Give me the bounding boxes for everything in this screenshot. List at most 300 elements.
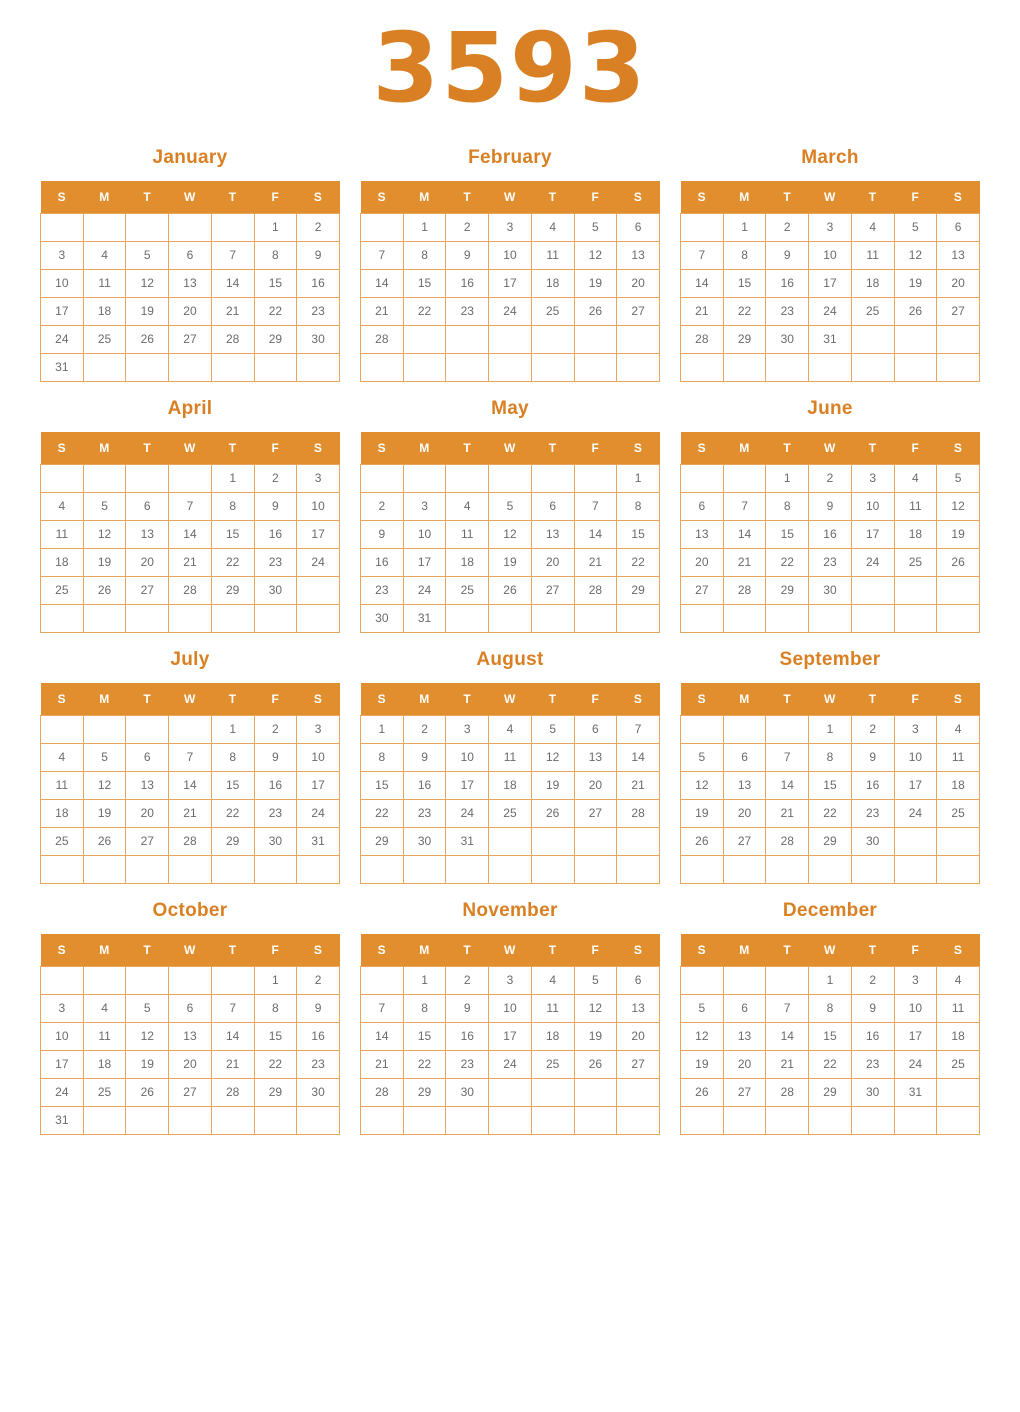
day-cell[interactable]: 26: [83, 576, 126, 604]
day-cell[interactable]: 8: [723, 241, 766, 269]
day-cell[interactable]: 21: [361, 1050, 404, 1078]
day-cell[interactable]: 25: [937, 1050, 980, 1078]
day-cell[interactable]: 2: [446, 213, 489, 241]
day-cell[interactable]: 9: [809, 492, 852, 520]
day-cell[interactable]: 9: [766, 241, 809, 269]
day-cell[interactable]: 4: [937, 966, 980, 994]
day-cell[interactable]: 5: [681, 994, 724, 1022]
day-cell[interactable]: 10: [489, 994, 532, 1022]
day-cell[interactable]: 10: [403, 520, 446, 548]
day-cell[interactable]: 11: [894, 492, 937, 520]
day-cell[interactable]: 6: [126, 492, 169, 520]
day-cell[interactable]: 15: [403, 1022, 446, 1050]
day-cell[interactable]: 17: [809, 269, 852, 297]
day-cell[interactable]: 14: [169, 520, 212, 548]
day-cell[interactable]: 21: [617, 771, 660, 799]
day-cell[interactable]: 18: [41, 799, 84, 827]
day-cell[interactable]: 3: [894, 715, 937, 743]
day-cell[interactable]: 1: [254, 213, 297, 241]
day-cell[interactable]: 29: [809, 1078, 852, 1106]
day-cell[interactable]: 30: [766, 325, 809, 353]
day-cell[interactable]: 15: [211, 771, 254, 799]
day-cell[interactable]: 16: [254, 520, 297, 548]
day-cell[interactable]: 25: [531, 1050, 574, 1078]
day-cell[interactable]: 21: [766, 1050, 809, 1078]
day-cell[interactable]: 9: [403, 743, 446, 771]
day-cell[interactable]: 16: [297, 269, 340, 297]
day-cell[interactable]: 24: [894, 799, 937, 827]
day-cell[interactable]: 27: [937, 297, 980, 325]
day-cell[interactable]: 19: [574, 1022, 617, 1050]
day-cell[interactable]: 10: [297, 492, 340, 520]
day-cell[interactable]: 4: [531, 213, 574, 241]
day-cell[interactable]: 5: [83, 492, 126, 520]
day-cell[interactable]: 7: [169, 492, 212, 520]
day-cell[interactable]: 1: [254, 966, 297, 994]
day-cell[interactable]: 22: [617, 548, 660, 576]
day-cell[interactable]: 23: [851, 799, 894, 827]
day-cell[interactable]: 29: [617, 576, 660, 604]
day-cell[interactable]: 30: [851, 827, 894, 855]
day-cell[interactable]: 22: [809, 1050, 852, 1078]
day-cell[interactable]: 24: [41, 1078, 84, 1106]
day-cell[interactable]: 18: [531, 269, 574, 297]
day-cell[interactable]: 5: [489, 492, 532, 520]
day-cell[interactable]: 12: [126, 1022, 169, 1050]
day-cell[interactable]: 7: [361, 241, 404, 269]
day-cell[interactable]: 8: [211, 492, 254, 520]
day-cell[interactable]: 24: [297, 548, 340, 576]
day-cell[interactable]: 19: [937, 520, 980, 548]
day-cell[interactable]: 10: [894, 994, 937, 1022]
day-cell[interactable]: 2: [809, 464, 852, 492]
day-cell[interactable]: 29: [254, 1078, 297, 1106]
day-cell[interactable]: 15: [211, 520, 254, 548]
day-cell[interactable]: 21: [574, 548, 617, 576]
day-cell[interactable]: 11: [41, 771, 84, 799]
day-cell[interactable]: 6: [937, 213, 980, 241]
day-cell[interactable]: 15: [766, 520, 809, 548]
day-cell[interactable]: 6: [617, 213, 660, 241]
day-cell[interactable]: 24: [403, 576, 446, 604]
day-cell[interactable]: 21: [766, 799, 809, 827]
day-cell[interactable]: 29: [809, 827, 852, 855]
day-cell[interactable]: 14: [211, 1022, 254, 1050]
day-cell[interactable]: 22: [211, 799, 254, 827]
day-cell[interactable]: 3: [489, 213, 532, 241]
day-cell[interactable]: 4: [83, 241, 126, 269]
day-cell[interactable]: 26: [574, 297, 617, 325]
day-cell[interactable]: 8: [403, 994, 446, 1022]
day-cell[interactable]: 3: [41, 994, 84, 1022]
day-cell[interactable]: 3: [894, 966, 937, 994]
day-cell[interactable]: 5: [574, 213, 617, 241]
day-cell[interactable]: 24: [297, 799, 340, 827]
day-cell[interactable]: 16: [766, 269, 809, 297]
day-cell[interactable]: 11: [851, 241, 894, 269]
day-cell[interactable]: 5: [83, 743, 126, 771]
day-cell[interactable]: 12: [574, 994, 617, 1022]
day-cell[interactable]: 4: [937, 715, 980, 743]
day-cell[interactable]: 4: [41, 743, 84, 771]
day-cell[interactable]: 18: [83, 297, 126, 325]
day-cell[interactable]: 22: [211, 548, 254, 576]
day-cell[interactable]: 8: [617, 492, 660, 520]
day-cell[interactable]: 8: [254, 994, 297, 1022]
day-cell[interactable]: 25: [41, 576, 84, 604]
day-cell[interactable]: 20: [169, 1050, 212, 1078]
day-cell[interactable]: 20: [617, 269, 660, 297]
day-cell[interactable]: 7: [766, 743, 809, 771]
day-cell[interactable]: 6: [723, 743, 766, 771]
day-cell[interactable]: 9: [446, 994, 489, 1022]
day-cell[interactable]: 11: [83, 1022, 126, 1050]
day-cell[interactable]: 9: [254, 492, 297, 520]
day-cell[interactable]: 26: [489, 576, 532, 604]
day-cell[interactable]: 4: [446, 492, 489, 520]
day-cell[interactable]: 22: [403, 1050, 446, 1078]
day-cell[interactable]: 25: [83, 325, 126, 353]
day-cell[interactable]: 12: [83, 771, 126, 799]
day-cell[interactable]: 2: [851, 966, 894, 994]
day-cell[interactable]: 28: [766, 1078, 809, 1106]
day-cell[interactable]: 13: [723, 771, 766, 799]
day-cell[interactable]: 17: [489, 269, 532, 297]
day-cell[interactable]: 27: [531, 576, 574, 604]
day-cell[interactable]: 3: [851, 464, 894, 492]
day-cell[interactable]: 18: [851, 269, 894, 297]
day-cell[interactable]: 3: [809, 213, 852, 241]
day-cell[interactable]: 3: [446, 715, 489, 743]
day-cell[interactable]: 13: [937, 241, 980, 269]
day-cell[interactable]: 18: [937, 771, 980, 799]
day-cell[interactable]: 23: [297, 297, 340, 325]
day-cell[interactable]: 16: [403, 771, 446, 799]
day-cell[interactable]: 8: [211, 743, 254, 771]
day-cell[interactable]: 18: [446, 548, 489, 576]
day-cell[interactable]: 26: [126, 325, 169, 353]
day-cell[interactable]: 12: [894, 241, 937, 269]
day-cell[interactable]: 28: [169, 576, 212, 604]
day-cell[interactable]: 12: [531, 743, 574, 771]
day-cell[interactable]: 21: [169, 548, 212, 576]
day-cell[interactable]: 14: [169, 771, 212, 799]
day-cell[interactable]: 14: [617, 743, 660, 771]
day-cell[interactable]: 13: [617, 994, 660, 1022]
day-cell[interactable]: 19: [126, 1050, 169, 1078]
day-cell[interactable]: 26: [126, 1078, 169, 1106]
day-cell[interactable]: 17: [41, 1050, 84, 1078]
day-cell[interactable]: 30: [851, 1078, 894, 1106]
day-cell[interactable]: 27: [169, 1078, 212, 1106]
day-cell[interactable]: 24: [489, 297, 532, 325]
day-cell[interactable]: 5: [531, 715, 574, 743]
day-cell[interactable]: 6: [126, 743, 169, 771]
day-cell[interactable]: 20: [723, 1050, 766, 1078]
day-cell[interactable]: 20: [681, 548, 724, 576]
day-cell[interactable]: 8: [809, 994, 852, 1022]
day-cell[interactable]: 16: [851, 771, 894, 799]
day-cell[interactable]: 25: [489, 799, 532, 827]
day-cell[interactable]: 21: [169, 799, 212, 827]
day-cell[interactable]: 23: [297, 1050, 340, 1078]
day-cell[interactable]: 17: [446, 771, 489, 799]
day-cell[interactable]: 26: [937, 548, 980, 576]
day-cell[interactable]: 19: [681, 799, 724, 827]
day-cell[interactable]: 30: [403, 827, 446, 855]
day-cell[interactable]: 14: [723, 520, 766, 548]
day-cell[interactable]: 22: [723, 297, 766, 325]
day-cell[interactable]: 23: [446, 297, 489, 325]
day-cell[interactable]: 1: [766, 464, 809, 492]
day-cell[interactable]: 30: [297, 325, 340, 353]
day-cell[interactable]: 24: [41, 325, 84, 353]
day-cell[interactable]: 11: [937, 994, 980, 1022]
day-cell[interactable]: 20: [169, 297, 212, 325]
day-cell[interactable]: 26: [574, 1050, 617, 1078]
day-cell[interactable]: 10: [297, 743, 340, 771]
day-cell[interactable]: 16: [254, 771, 297, 799]
day-cell[interactable]: 24: [809, 297, 852, 325]
day-cell[interactable]: 21: [211, 297, 254, 325]
day-cell[interactable]: 9: [851, 994, 894, 1022]
day-cell[interactable]: 22: [361, 799, 404, 827]
day-cell[interactable]: 19: [531, 771, 574, 799]
day-cell[interactable]: 21: [211, 1050, 254, 1078]
day-cell[interactable]: 8: [403, 241, 446, 269]
day-cell[interactable]: 17: [489, 1022, 532, 1050]
day-cell[interactable]: 12: [489, 520, 532, 548]
day-cell[interactable]: 30: [361, 604, 404, 632]
day-cell[interactable]: 16: [446, 269, 489, 297]
day-cell[interactable]: 28: [361, 1078, 404, 1106]
day-cell[interactable]: 29: [211, 576, 254, 604]
day-cell[interactable]: 28: [169, 827, 212, 855]
day-cell[interactable]: 23: [446, 1050, 489, 1078]
day-cell[interactable]: 22: [254, 297, 297, 325]
day-cell[interactable]: 1: [361, 715, 404, 743]
day-cell[interactable]: 21: [681, 297, 724, 325]
day-cell[interactable]: 18: [937, 1022, 980, 1050]
day-cell[interactable]: 23: [361, 576, 404, 604]
day-cell[interactable]: 19: [126, 297, 169, 325]
day-cell[interactable]: 1: [211, 715, 254, 743]
day-cell[interactable]: 30: [809, 576, 852, 604]
day-cell[interactable]: 10: [41, 269, 84, 297]
day-cell[interactable]: 27: [169, 325, 212, 353]
day-cell[interactable]: 15: [403, 269, 446, 297]
day-cell[interactable]: 17: [403, 548, 446, 576]
day-cell[interactable]: 14: [574, 520, 617, 548]
day-cell[interactable]: 14: [361, 269, 404, 297]
day-cell[interactable]: 18: [41, 548, 84, 576]
day-cell[interactable]: 5: [126, 994, 169, 1022]
day-cell[interactable]: 10: [41, 1022, 84, 1050]
day-cell[interactable]: 28: [211, 325, 254, 353]
day-cell[interactable]: 11: [937, 743, 980, 771]
day-cell[interactable]: 13: [617, 241, 660, 269]
day-cell[interactable]: 15: [723, 269, 766, 297]
day-cell[interactable]: 26: [894, 297, 937, 325]
day-cell[interactable]: 28: [574, 576, 617, 604]
day-cell[interactable]: 13: [126, 520, 169, 548]
day-cell[interactable]: 8: [809, 743, 852, 771]
day-cell[interactable]: 2: [297, 966, 340, 994]
day-cell[interactable]: 15: [254, 269, 297, 297]
day-cell[interactable]: 31: [41, 1106, 84, 1134]
day-cell[interactable]: 20: [937, 269, 980, 297]
day-cell[interactable]: 4: [851, 213, 894, 241]
day-cell[interactable]: 28: [361, 325, 404, 353]
day-cell[interactable]: 25: [446, 576, 489, 604]
day-cell[interactable]: 8: [361, 743, 404, 771]
day-cell[interactable]: 2: [297, 213, 340, 241]
day-cell[interactable]: 1: [809, 715, 852, 743]
day-cell[interactable]: 23: [254, 799, 297, 827]
day-cell[interactable]: 2: [403, 715, 446, 743]
day-cell[interactable]: 5: [574, 966, 617, 994]
day-cell[interactable]: 19: [489, 548, 532, 576]
day-cell[interactable]: 7: [766, 994, 809, 1022]
day-cell[interactable]: 7: [617, 715, 660, 743]
day-cell[interactable]: 23: [403, 799, 446, 827]
day-cell[interactable]: 31: [41, 353, 84, 381]
day-cell[interactable]: 7: [681, 241, 724, 269]
day-cell[interactable]: 20: [126, 799, 169, 827]
day-cell[interactable]: 27: [574, 799, 617, 827]
day-cell[interactable]: 7: [211, 994, 254, 1022]
day-cell[interactable]: 18: [489, 771, 532, 799]
day-cell[interactable]: 24: [489, 1050, 532, 1078]
day-cell[interactable]: 6: [531, 492, 574, 520]
day-cell[interactable]: 7: [723, 492, 766, 520]
day-cell[interactable]: 29: [766, 576, 809, 604]
day-cell[interactable]: 6: [169, 241, 212, 269]
day-cell[interactable]: 2: [361, 492, 404, 520]
day-cell[interactable]: 19: [894, 269, 937, 297]
day-cell[interactable]: 16: [851, 1022, 894, 1050]
day-cell[interactable]: 5: [894, 213, 937, 241]
day-cell[interactable]: 13: [574, 743, 617, 771]
day-cell[interactable]: 23: [809, 548, 852, 576]
day-cell[interactable]: 10: [489, 241, 532, 269]
day-cell[interactable]: 23: [766, 297, 809, 325]
day-cell[interactable]: 25: [894, 548, 937, 576]
day-cell[interactable]: 26: [681, 827, 724, 855]
day-cell[interactable]: 2: [851, 715, 894, 743]
day-cell[interactable]: 24: [851, 548, 894, 576]
day-cell[interactable]: 27: [126, 576, 169, 604]
day-cell[interactable]: 10: [446, 743, 489, 771]
day-cell[interactable]: 29: [211, 827, 254, 855]
day-cell[interactable]: 21: [361, 297, 404, 325]
day-cell[interactable]: 26: [531, 799, 574, 827]
day-cell[interactable]: 22: [254, 1050, 297, 1078]
day-cell[interactable]: 31: [446, 827, 489, 855]
day-cell[interactable]: 13: [169, 1022, 212, 1050]
day-cell[interactable]: 11: [531, 241, 574, 269]
day-cell[interactable]: 18: [894, 520, 937, 548]
day-cell[interactable]: 22: [766, 548, 809, 576]
day-cell[interactable]: 28: [617, 799, 660, 827]
day-cell[interactable]: 31: [894, 1078, 937, 1106]
day-cell[interactable]: 22: [809, 799, 852, 827]
day-cell[interactable]: 26: [83, 827, 126, 855]
day-cell[interactable]: 2: [446, 966, 489, 994]
day-cell[interactable]: 31: [809, 325, 852, 353]
day-cell[interactable]: 23: [851, 1050, 894, 1078]
day-cell[interactable]: 3: [489, 966, 532, 994]
day-cell[interactable]: 12: [574, 241, 617, 269]
day-cell[interactable]: 29: [361, 827, 404, 855]
day-cell[interactable]: 3: [41, 241, 84, 269]
day-cell[interactable]: 1: [809, 966, 852, 994]
day-cell[interactable]: 24: [446, 799, 489, 827]
day-cell[interactable]: 9: [446, 241, 489, 269]
day-cell[interactable]: 11: [446, 520, 489, 548]
day-cell[interactable]: 5: [126, 241, 169, 269]
day-cell[interactable]: 4: [83, 994, 126, 1022]
day-cell[interactable]: 20: [723, 799, 766, 827]
day-cell[interactable]: 19: [83, 799, 126, 827]
day-cell[interactable]: 31: [403, 604, 446, 632]
day-cell[interactable]: 30: [446, 1078, 489, 1106]
day-cell[interactable]: 8: [766, 492, 809, 520]
day-cell[interactable]: 13: [531, 520, 574, 548]
day-cell[interactable]: 24: [894, 1050, 937, 1078]
day-cell[interactable]: 25: [41, 827, 84, 855]
day-cell[interactable]: 30: [297, 1078, 340, 1106]
day-cell[interactable]: 5: [681, 743, 724, 771]
day-cell[interactable]: 19: [574, 269, 617, 297]
day-cell[interactable]: 18: [531, 1022, 574, 1050]
day-cell[interactable]: 15: [254, 1022, 297, 1050]
day-cell[interactable]: 27: [723, 827, 766, 855]
day-cell[interactable]: 4: [531, 966, 574, 994]
day-cell[interactable]: 29: [254, 325, 297, 353]
day-cell[interactable]: 11: [83, 269, 126, 297]
day-cell[interactable]: 28: [766, 827, 809, 855]
day-cell[interactable]: 15: [809, 1022, 852, 1050]
day-cell[interactable]: 10: [894, 743, 937, 771]
day-cell[interactable]: 16: [446, 1022, 489, 1050]
day-cell[interactable]: 2: [254, 715, 297, 743]
day-cell[interactable]: 18: [83, 1050, 126, 1078]
day-cell[interactable]: 25: [531, 297, 574, 325]
day-cell[interactable]: 25: [937, 799, 980, 827]
day-cell[interactable]: 13: [723, 1022, 766, 1050]
day-cell[interactable]: 25: [851, 297, 894, 325]
day-cell[interactable]: 9: [361, 520, 404, 548]
day-cell[interactable]: 4: [41, 492, 84, 520]
day-cell[interactable]: 16: [809, 520, 852, 548]
day-cell[interactable]: 29: [403, 1078, 446, 1106]
day-cell[interactable]: 19: [83, 548, 126, 576]
day-cell[interactable]: 17: [297, 520, 340, 548]
day-cell[interactable]: 13: [169, 269, 212, 297]
day-cell[interactable]: 7: [169, 743, 212, 771]
day-cell[interactable]: 14: [361, 1022, 404, 1050]
day-cell[interactable]: 14: [766, 771, 809, 799]
day-cell[interactable]: 20: [574, 771, 617, 799]
day-cell[interactable]: 1: [403, 966, 446, 994]
day-cell[interactable]: 27: [617, 297, 660, 325]
day-cell[interactable]: 2: [254, 464, 297, 492]
day-cell[interactable]: 1: [211, 464, 254, 492]
day-cell[interactable]: 25: [83, 1078, 126, 1106]
day-cell[interactable]: 17: [297, 771, 340, 799]
day-cell[interactable]: 15: [361, 771, 404, 799]
